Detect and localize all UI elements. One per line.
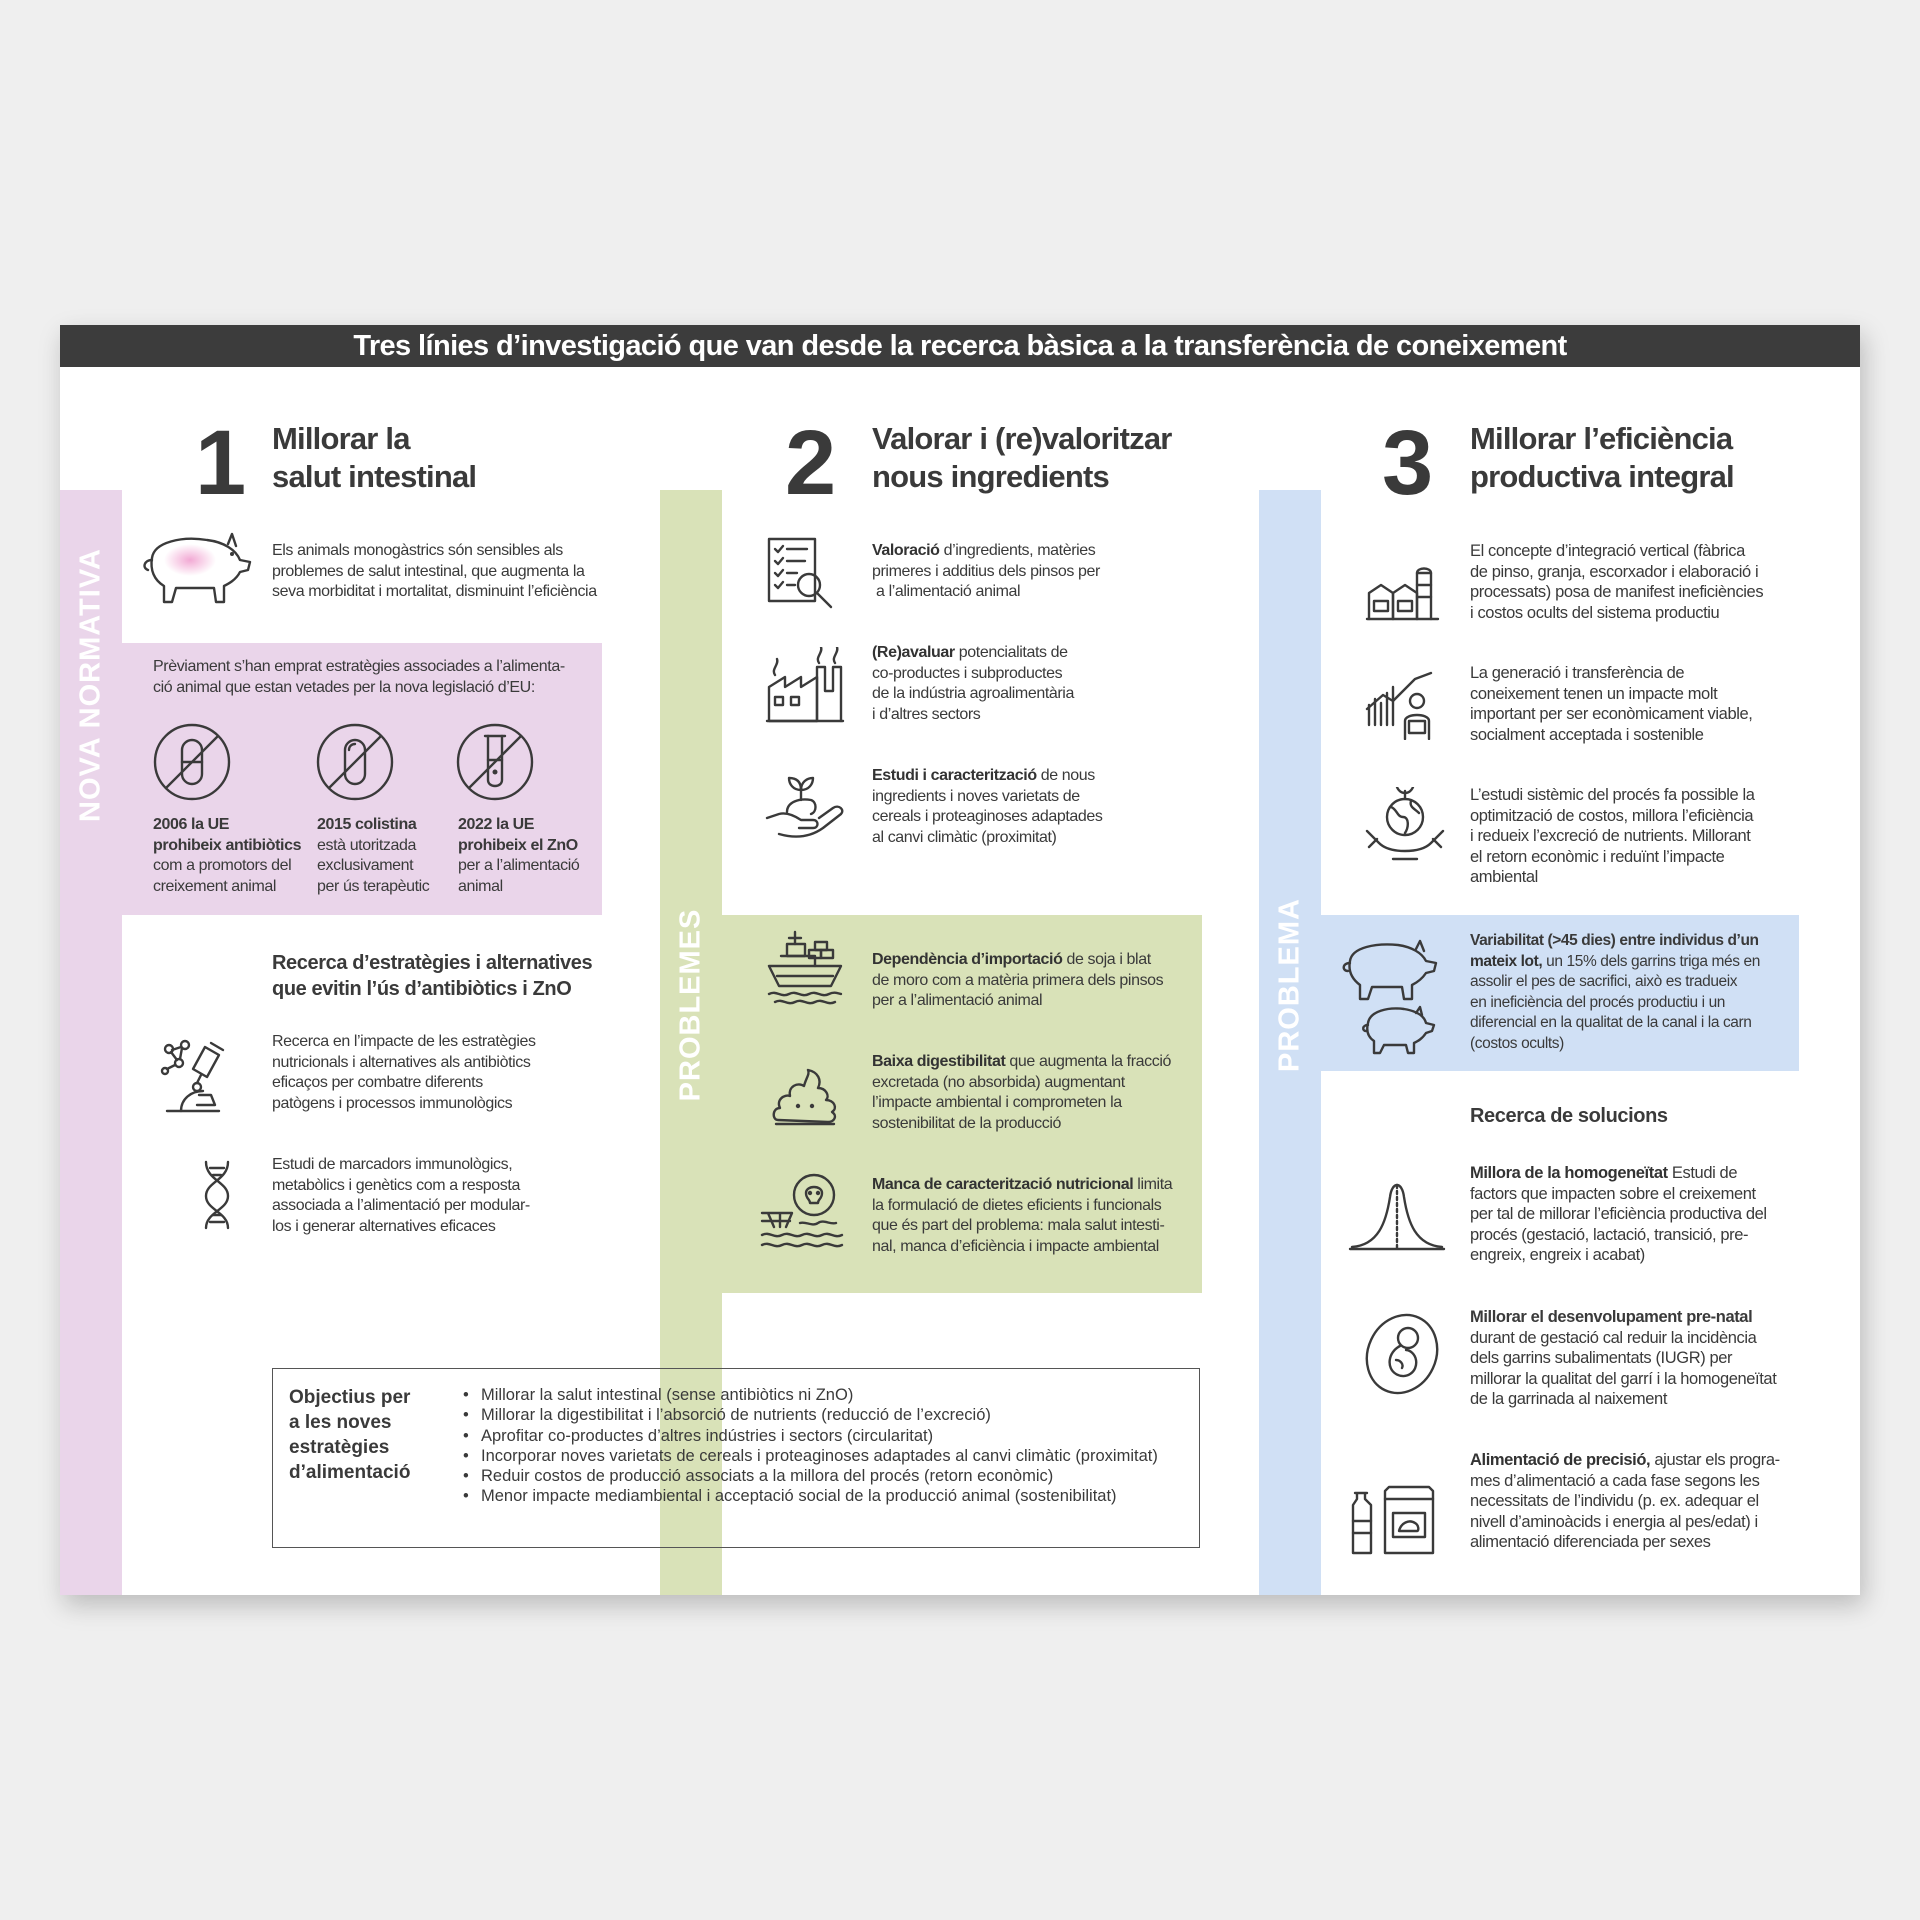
col2-number: 2 bbox=[785, 412, 835, 514]
objective-item: • Reduir costos de producció associats a la millora del procés (retorn econòmic) bbox=[463, 1466, 1193, 1486]
col3-item-1: El concepte d’integració vertical (fàbrica de pinso, granja, escorxador i elaboració i processats) posa de manifest ineficiències i costos ocults del sistema productiu bbox=[1470, 542, 1764, 622]
objectives-title: Objectius per a les noves estratègies d’alimentació bbox=[289, 1387, 411, 1483]
page-title: Tres línies d’investigació que van desde la recerca bàsica a la transferència de coneixement bbox=[60, 325, 1860, 367]
band-nova-normativa bbox=[60, 490, 122, 1595]
objective-item: • Millorar la digestibilitat i l’absorció de nutrients (reducció de l’excreció) bbox=[463, 1405, 1193, 1425]
col3-item-3: L’estudi sistèmic del procés fa possible la optimització de costos, millora l’eficiència i redueix l’excreció de nutrients. Millorant el retorn econòmic i reduïnt l’impacte ambiental bbox=[1470, 786, 1755, 886]
bell-curve-icon bbox=[1348, 1175, 1446, 1253]
col2-item-2: (Re)avaluar potencialitats de co-productes i subproductes de la indústria agroalimentària i d’altres sectors bbox=[872, 644, 1074, 723]
col1-research-1: Recerca en l’impacte de les estratègies nutricionals i alternatives als antibiòtics eficaços per combatre diferents patògens i processos immunològics bbox=[272, 1033, 536, 1112]
col2-problem-1: Dependència d’importació de soja i blat de moro com a matèria primera dels pinsos per a l’alimentació animal bbox=[872, 951, 1164, 1009]
col3-solution-3: Alimentació de precisió, ajustar els progra- mes d’alimentació a cada fase segons les necessitats de l’individu (p. ex. adequar el nivell d’aminoàcids i energia al pes/edat) i alimentació diferenciada per sexes bbox=[1470, 1451, 1780, 1551]
band-label-problemes: PROBLEMES bbox=[674, 908, 707, 1102]
objectives-list bbox=[463, 1385, 1193, 1507]
ban-2006: 2006 la UE prohibeix antibiòtics com a promotors del creixement animal bbox=[153, 816, 302, 895]
col3-item-2: La generació i transferència de coneixement tenen un impacte molt important per ser econòmicament viable, socialment acceptada i sostenible bbox=[1470, 664, 1753, 744]
col3-problem: Variabilitat (>45 dies) entre individus d’un mateix lot, un 15% dels garrins triga més en assolir el pes de sacrifici, això es tradueix en ineficiència del procés productiu i un diferencial en la qualitat de la canal i la carn (costos ocults) bbox=[1470, 932, 1760, 1052]
checklist-icon bbox=[765, 537, 840, 612]
ban-2015: 2015 colistina està utoritzada exclusivament per ús terapèutic bbox=[317, 816, 430, 895]
col1-intro: Els animals monogàstrics són sensibles als problemes de salut intestinal, que augmenta la seva morbiditat i mortalitat, disminuint l’eficiència bbox=[272, 542, 597, 600]
no-antibiotic-icon bbox=[152, 722, 232, 802]
col3-solution-2: Millorar el desenvolupament pre-natal durant de gestació cal reduir la incidència dels garrins subalimentats (IUGR) per millorar la qualitat del garrí i la homogeneïtat de la garrinada al naixement bbox=[1470, 1308, 1777, 1408]
col1-subheading: Recerca d’estratègies i alternatives que evitin l’ús d’antibiòtics i ZnO bbox=[272, 952, 593, 1000]
infographic-sheet bbox=[60, 325, 1860, 1595]
col1-number: 1 bbox=[195, 412, 245, 514]
objective-item: • Menor impacte mediambiental i acceptació social de la producció animal (sostenibilitat) bbox=[463, 1486, 1193, 1506]
band-label-nova-normativa: NOVA NORMATIVA bbox=[74, 548, 107, 822]
plant-in-hand-icon bbox=[765, 772, 845, 842]
band-label-problema: PROBLEMA bbox=[1273, 898, 1306, 1072]
feed-bag-icon bbox=[1345, 1483, 1440, 1558]
cargo-ship-icon bbox=[765, 930, 845, 1005]
microscope-icon bbox=[157, 1035, 237, 1115]
objective-item: • Aprofitar co-productes d’altres indústries i sectors (circularitat) bbox=[463, 1426, 1193, 1446]
growth-chart-person-icon bbox=[1365, 665, 1440, 740]
band-problema bbox=[1259, 490, 1321, 1595]
objectives-box bbox=[272, 1368, 1200, 1548]
ban-2022: 2022 la UE prohibeix el ZnO per a l’alimentació animal bbox=[458, 816, 580, 895]
factory-icon bbox=[765, 647, 845, 725]
poop-icon bbox=[772, 1068, 838, 1126]
objective-item: • Millorar la salut intestinal (sense antibiòtics ni ZnO) bbox=[463, 1385, 1193, 1405]
col3-subheading: Recerca de solucions bbox=[1470, 1105, 1668, 1127]
col2-problem-2: Baixa digestibilitat que augmenta la fracció excretada (no absorbida) augmentant l’impacte ambiental i comprometen la sostenibilitat de la producció bbox=[872, 1053, 1171, 1132]
dna-icon bbox=[200, 1160, 234, 1230]
no-capsule-icon bbox=[315, 722, 395, 802]
col3-number: 3 bbox=[1382, 412, 1432, 514]
no-test-tube-icon bbox=[455, 722, 535, 802]
globe-in-hands-icon bbox=[1365, 787, 1445, 865]
col2-problem-3: Manca de caracterització nutricional limita la formulació de dietes eficients i funcionals que és part del problema: mala salut intesti- nal, manca d’eficiència i impacte ambiental bbox=[872, 1176, 1173, 1255]
pigs-icon bbox=[1338, 937, 1448, 1057]
col1-heading: Millorar la salut intestinal bbox=[272, 421, 477, 494]
col2-item-3: Estudi i caracterització de nous ingredients i noves varietats de cereals i proteaginoses adaptades al canvi climàtic (proximitat) bbox=[872, 767, 1103, 846]
pig-icon bbox=[132, 530, 257, 610]
col3-solution-1: Millora de la homogeneïtat Estudi de factors que impacten sobre el creixement per tal de millorar l’eficiència productiva del procés (gestació, lactació, transició, pre- engreix, engreix i acabat) bbox=[1470, 1164, 1767, 1264]
col1-box-text: Prèviament s’han emprat estratègies associades a l’alimenta- ció animal que estan vetades per la nova legislació d’EU: bbox=[153, 658, 565, 696]
pollution-icon bbox=[760, 1173, 845, 1253]
col2-heading: Valorar i (re)valoritzar nous ingredients bbox=[872, 421, 1172, 494]
farm-factory-icon bbox=[1365, 565, 1440, 621]
col2-item-1: Valoració d’ingredients, matèries primeres i additius dels pinsos per a l’alimentació animal bbox=[872, 542, 1100, 600]
col3-heading: Millorar l’eficiència productiva integral bbox=[1470, 421, 1734, 494]
objective-item: • Incorporar noves varietats de cereals i proteaginoses adaptades al canvi climàtic (proximitat) bbox=[463, 1446, 1193, 1466]
col1-research-2: Estudi de marcadors immunològics, metabòlics i genètics com a resposta associada a l’alimentació per modular- los i generar alternatives eficaces bbox=[272, 1156, 530, 1235]
fetus-icon bbox=[1362, 1310, 1442, 1398]
